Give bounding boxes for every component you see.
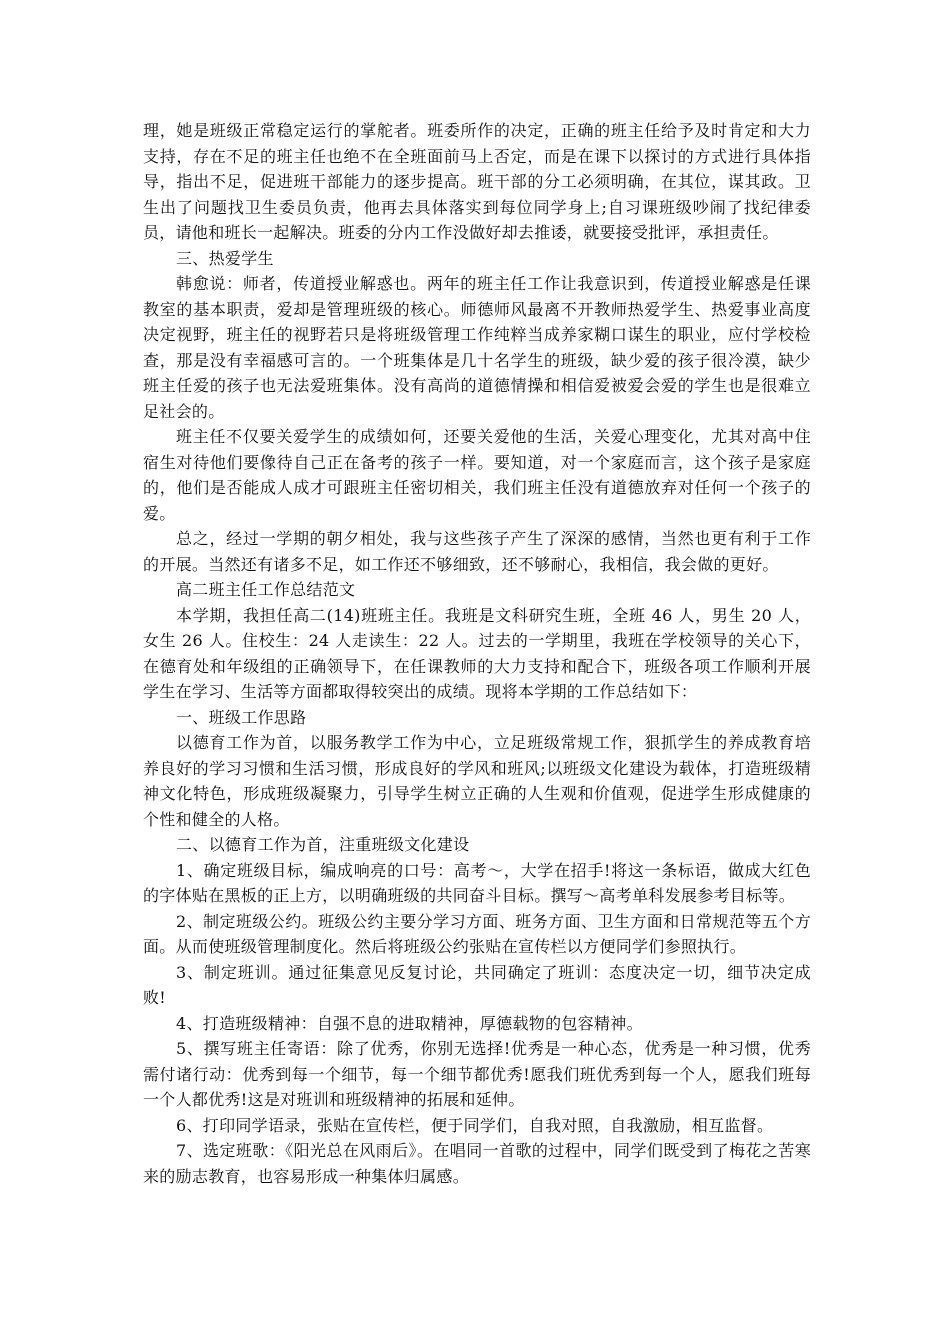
- paragraph-3: 班主任不仅要关爱学生的成绩如何，还要关爱他的生活，关爱心理变化，尤其对高中住宿生对待他们要像待自己正在备考的孩子一样。要知道，对一个家庭而言，这个孩子是家庭的，他们是否能成人成才可跟班主任密切相关，我们班主任没有道德放弃对任何一个孩子的爱。: [143, 427, 811, 523]
- paragraph-6: 以德育工作为首，以服务教学工作为中心，立足班级常规工作，狠抓学生的养成教育培养良好的学习习惯和生活习惯，形成良好的学风和班风;以班级文化建设为载体，打造班级精神文化特色，形成班级凝聚力，引导学生树立正确的人生观和价值观，促进学生形成健康的个性和健全的人格。: [143, 733, 811, 829]
- list-item-7: 7、选定班歌：《阳光总在风雨后》。在唱同一首歌的过程中，同学们既受到了梅花之苦寒来的励志教育，也容易形成一种集体归属感。: [143, 1141, 811, 1186]
- document-subtitle: 高二班主任工作总结范文: [176, 580, 356, 599]
- list-item-5: 5、撰写班主任寄语：除了优秀，你别无选择!优秀是一种心态，优秀是一种习惯，优秀需付诸行动：优秀到每一个细节，每一个细节都优秀!愿我们班优秀到每一个人，愿我们班每一个人都优秀!这是对班训和班级精神的拓展和延伸。: [143, 1039, 811, 1109]
- list-item-4: 4、打造班级精神：自强不息的进取精神，厚德载物的包容精神。: [176, 1013, 643, 1033]
- paragraph-4: 总之，经过一学期的朝夕相处，我与这些孩子产生了深深的感情，当然也更有利于工作的开展。当然还有诸多不足，如工作还不够细致，还不够耐心，我相信，我会做的更好。: [143, 529, 811, 574]
- paragraph-5: 本学期，我担任高二(14)班班主任。我班是文科研究生班，全班 46 人，男生 20 人，女生 26 人。住校生：24 人走读生：22 人。过去的一学期里，我班在学校领导的关心下，在德育处和年级组的正确领导下，在任课教师的大力支持和配合下，班级各项工作顺利开展学生在学习、生活等方面都取得较突出的成绩。现将本学期的工作总结如下：: [143, 605, 811, 701]
- list-item-2: 2、制定班级公约。班级公约主要分学习方面、班务方面、卫生方面和日常规范等五个方面。从而使班级管理制度化。然后将班级公约张贴在宣传栏以方便同学们参照执行。: [143, 911, 811, 956]
- list-item-6: 6、打印同学语录，张贴在宣传栏，便于同学们，自我对照，自我激励，相互监督。: [176, 1115, 774, 1135]
- section-heading-1: 一、班级工作思路: [176, 707, 307, 727]
- paragraph-1: 理，她是班级正常稳定运行的掌舵者。班委所作的决定，正确的班主任给予及时肯定和大力支持，存在不足的班主任也绝不在全班面前马上否定，而是在课下以探讨的方式进行具体指导，指出不足，促进班干部能力的逐步提高。班干部的分工必须明确，在其位，谋其政。卫生出了问题找卫生委员负责，他再去具体落实到每位同学身上;自习课班级吵闹了找纪律委员，请他和班长一起解决。班委的分内工作没做好却去推诿，就要接受批评，承担责任。: [143, 121, 811, 242]
- list-item-1: 1、确定班级目标，编成响亮的口号：高考～，大学在招手!将这一条标语，做成大红色的字体贴在黑板的正上方，以明确班级的共同奋斗目标。撰写～高考单科发展参考目标等。: [143, 860, 811, 905]
- document-body: [143, 118, 811, 1189]
- paragraph-2: 韩愈说：师者，传道授业解惑也。两年的班主任工作让我意识到，传道授业解惑是任课教室的基本职责，爱却是管理班级的核心。师德师风最离不开教师热爱学生、热爱事业高度决定视野，班主任的视野若只是将班级管理工作纯粹当成养家糊口谋生的职业，应付学校检查，那是没有幸福感可言的。一个班集体是几十名学生的班级，缺少爱的孩子很冷漠，缺少班主任爱的孩子也无法爱班集体。没有高尚的道德情操和相信爱被爱会爱的学生也是很难立足社会的。: [143, 274, 811, 421]
- section-heading-2: 二、以德育工作为首，注重班级文化建设: [176, 835, 470, 854]
- list-item-3: 3、制定班训。通过征集意见反复讨论，共同确定了班训：态度决定一切，细节决定成败!: [143, 962, 811, 1007]
- section-heading-3: 三、热爱学生: [176, 248, 274, 268]
